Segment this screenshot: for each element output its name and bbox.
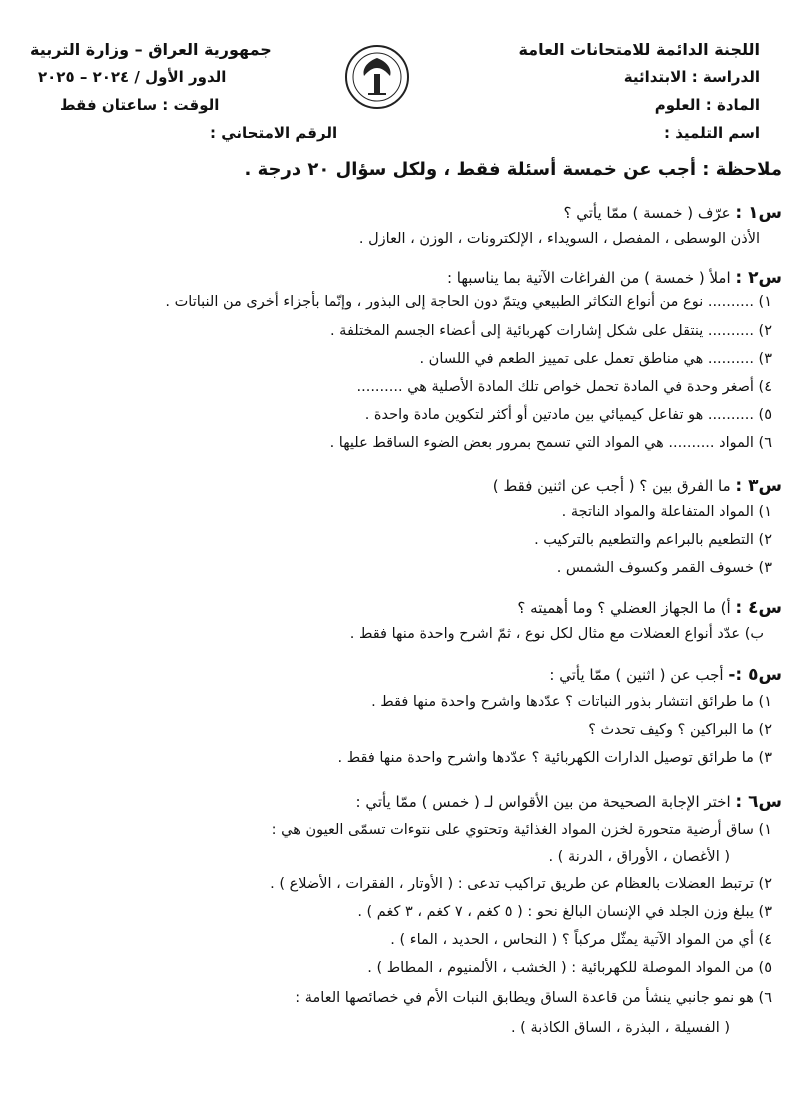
list-item: ٢) التطعيم بالبراعم والتطعيم بالتركيب . [534,532,772,548]
list-item: ٦) هو نمو جانبي ينشأ من قاعدة الساق ويطابق النبات الأم في خصائصها العامة : [295,990,772,1006]
list-item: ٣) خسوف القمر وكسوف الشمس . [556,560,772,576]
list-item: ٤) أي من المواد الآتية يمثّل مركباً ؟ ( النحاس ، الحديد ، الماء ) . [390,932,772,948]
student-name-label: اسم التلميذ : [664,124,760,142]
list-item: ١) ساق أرضية متحورة لخزن المواد الغذائية وتحتوي على نتوءات تسمّى العيون هي : [271,822,772,838]
question-number: س٢ : [735,268,782,288]
question-number: س٥ :- [728,665,782,685]
question-number: س٣ : [735,476,782,496]
question-part-a: أ) ما الجهاز العضلي ؟ وما أهميته ؟ [517,599,731,617]
question-title: املأ ( خمسة ) من الفراغات الآتية بما يناسبها : [446,269,731,287]
question-1 [564,203,782,223]
question-title: أجب عن ( اثنين ) ممّا يأتي : [549,666,724,684]
list-item: ٢) ما البراكين ؟ وكيف تحدث ؟ [588,722,772,738]
question-number: س٤ : [735,598,782,618]
question-title: عرّف ( خمسة ) ممّا يأتي ؟ [563,204,731,222]
subject: المادة : العلوم [654,96,760,114]
question-title: اختر الإجابة الصحيحة من بين الأقواس لـ ( خمس ) ممّا يأتي : [355,793,731,811]
country-ministry: جمهورية العراق – وزارة التربية [30,40,272,59]
list-item: ٤) أصغر وحدة في المادة تحمل خواص تلك المادة الأصلية هي .......... [356,379,772,395]
list-item: ٣) ما طرائق توصيل الدارات الكهربائية ؟ عدّدها واشرح واحدة منها فقط . [337,750,772,766]
ministry-seal-logo [344,44,410,110]
question-2 [447,268,782,288]
list-item: ٢) ترتبط العضلات بالعظام عن طريق تراكيب تدعى : ( الأوتار ، الفقرات ، الأضلاع ) . [270,876,772,892]
committee-title: اللجنة الدائمة للامتحانات العامة [518,40,760,59]
list-item: ٦) المواد .......... هي المواد التي تسمح بمرور بعض الضوء الساقط عليها . [329,435,772,451]
list-item: ٢) .......... ينتقل على شكل إشارات كهربائية إلى أعضاء الجسم المختلفة . [329,323,772,339]
question-title: ما الفرق بين ؟ ( أجب عن اثنين فقط ) [492,477,731,495]
exam-session: الدور الأول / ٢٠٢٤ – ٢٠٢٥ [38,68,227,86]
question-number: س٦ : [735,792,782,812]
list-item: ١) .......... نوع من أنواع التكاثر الطبيعي ويتمّ دون الحاجة إلى البذور ، وإنّما بأجزاء أخرى من النباتات . [165,294,772,310]
question-3 [493,476,782,496]
question-part-b: ب) عدّد أنواع العضلات مع مثال لكل نوع ، ثمّ اشرح واحدة منها فقط . [349,626,764,642]
exam-time: الوقت : ساعتان فقط [60,96,220,114]
choice-options: ( الأغصان ، الأوراق ، الدرنة ) . [548,849,730,865]
question-6 [356,792,782,812]
list-item: ٣) .......... هي مناطق تعمل على تمييز الطعم في اللسان . [419,351,772,367]
exam-note: ملاحظة : أجب عن خمسة أسئلة فقط ، ولكل سؤال ٢٠ درجة . [244,159,782,180]
exam-number-label: الرقم الامتحاني : [210,124,338,142]
q1-items: الأذن الوسطى ، المفصل ، السويداء ، الإلكترونات ، الوزن ، العازل . [358,231,760,247]
question-4 [517,598,782,618]
question-number: س١ : [735,203,782,223]
choice-options: ( الفسيلة ، البذرة ، الساق الكاذبة ) . [510,1020,730,1036]
list-item: ٣) يبلغ وزن الجلد في الإنسان البالغ نحو : ( ٥ كغم ، ٧ كغم ، ٣ كغم ) . [357,904,772,920]
list-item: ١) ما طرائق انتشار بذور النباتات ؟ عدّدها واشرح واحدة منها فقط . [371,694,772,710]
question-5 [549,665,782,685]
list-item: ٥) من المواد الموصلة للكهربائية : ( الخشب ، الألمنيوم ، المطاط ) . [367,960,772,976]
list-item: ٥) .......... هو تفاعل كيميائي بين مادتين أو أكثر لتكوين مادة واحدة . [364,407,772,423]
list-item: ١) المواد المتفاعلة والمواد الناتجة . [561,504,772,520]
study-level: الدراسة : الابتدائية [623,68,760,86]
